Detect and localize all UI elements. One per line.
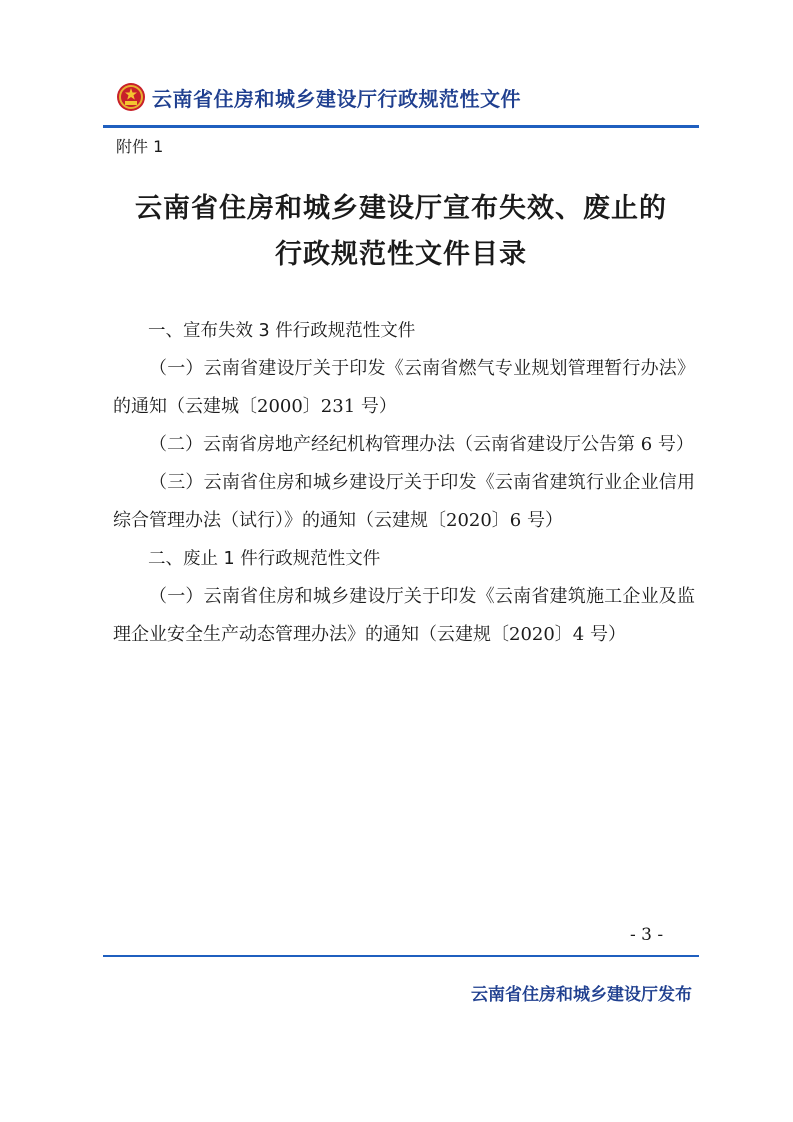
- document-header: [116, 80, 521, 114]
- attachment-label: 附件 1: [116, 137, 164, 156]
- section-heading-2: 二、废止 1 件行政规范性文件: [148, 549, 381, 569]
- footer-publisher: 云南省住房和城乡建设厅发布: [471, 985, 692, 1005]
- title-line-2: 行政规范性文件目录: [275, 239, 527, 270]
- list-item: （一）云南省建设厅关于印发《云南省燃气专业规划管理暂行办法》的通知（云建城〔2000〕231 号）: [113, 358, 695, 417]
- list-item: （二）云南省房地产经纪机构管理办法（云南省建设厅公告第 6 号）: [149, 434, 694, 455]
- document-body: [113, 312, 695, 654]
- header-rule: [103, 125, 699, 128]
- footer-rule: [103, 955, 699, 957]
- list-item: （一）云南省住房和城乡建设厅关于印发《云南省建筑施工企业及监理企业安全生产动态管理办法》的通知（云建规〔2020〕4 号）: [113, 586, 695, 645]
- section-heading-1: 一、宣布失效 3 件行政规范性文件: [148, 321, 416, 341]
- list-item: （三）云南省住房和城乡建设厅关于印发《云南省建筑行业企业信用综合管理办法（试行）》的通知（云建规〔2020〕6 号）: [113, 472, 695, 531]
- page-number: - 3 -: [630, 925, 664, 945]
- header-title: 云南省住房和城乡建设厅行政规范性文件: [152, 86, 521, 111]
- national-emblem-icon: [116, 82, 146, 112]
- title-line-1: 云南省住房和城乡建设厅宣布失效、废止的: [135, 193, 667, 224]
- document-title: [103, 186, 699, 278]
